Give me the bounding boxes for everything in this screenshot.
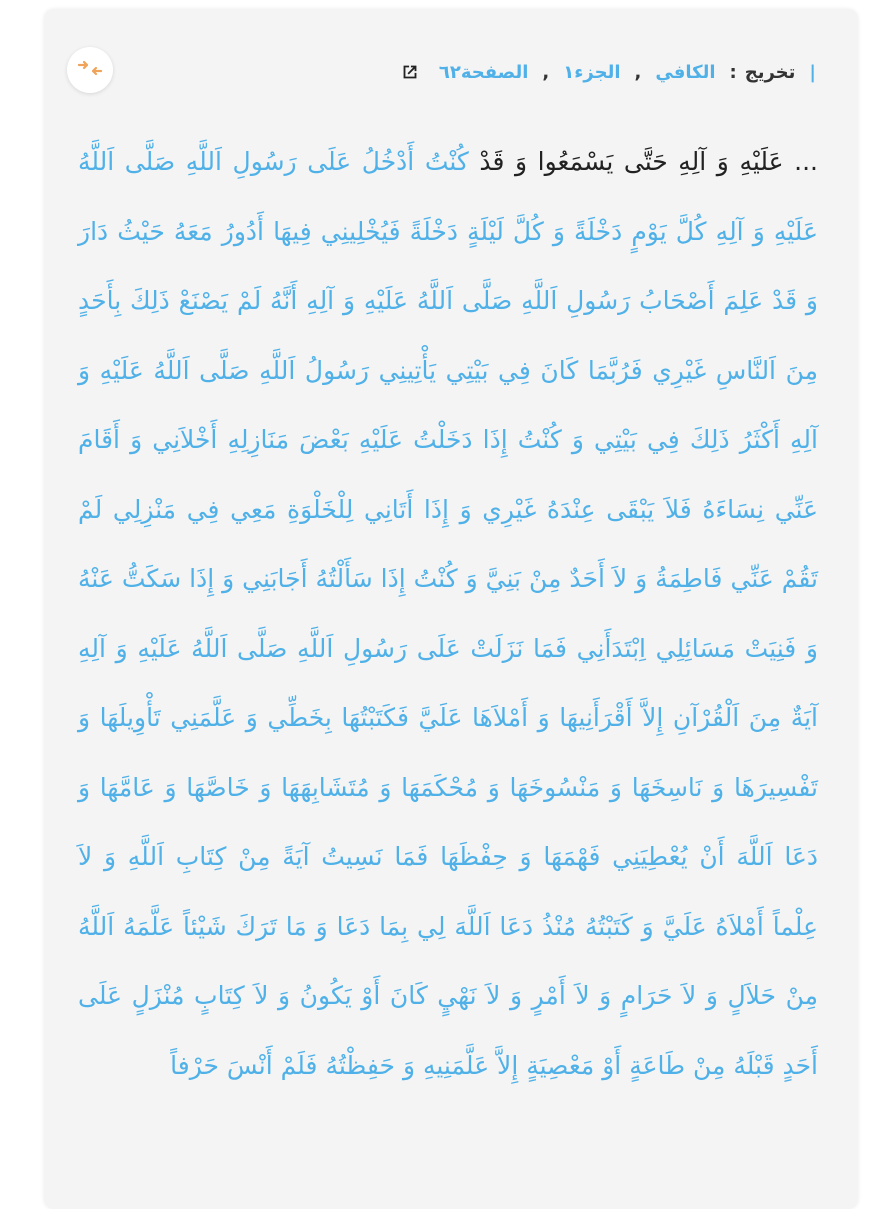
collapse-toggle-button[interactable] <box>67 47 113 93</box>
source-separator-2: , <box>542 61 550 83</box>
source-header <box>44 44 858 104</box>
hadith-card <box>44 9 858 1209</box>
source-prefix-label: تخريج <box>744 61 796 83</box>
hadith-prefix: ... عَلَيْهِ وَ آلِهِ حَتَّى يَسْمَعُوا وَ قَدْ <box>468 147 818 176</box>
source-bar: | <box>809 61 816 83</box>
hadith-body: كُنْتُ أَدْخُلُ عَلَى رَسُولِ اَللَّهِ صَلَّى اَللَّهُ عَلَيْهِ وَ آلِهِ كُلَّ يَوْمٍ دَخْلَةً وَ كُلَّ لَيْلَةٍ دَخْلَةً فَيُخْلِينِي فِيهَا أَدُورُ مَعَهُ حَيْثُ دَارَ وَ قَدْ عَلِمَ أَصْحَابُ رَسُولِ اَللَّهِ صَلَّى اَللَّهُ عَلَيْهِ وَ آلِهِ أَنَّهُ لَمْ يَصْنَعْ ذَلِكَ بِأَحَدٍ مِنَ اَلنَّاسِ غَيْرِي فَرُبَّمَا كَانَ فِي بَيْتِي يَأْتِينِي رَسُولُ اَللَّهِ صَلَّى اَللَّهُ عَلَيْهِ وَ آلِهِ أَكْثَرُ ذَلِكَ فِي بَيْتِي وَ كُنْتُ إِذَا دَخَلْتُ عَلَيْهِ بَعْضَ مَنَازِلِهِ أَخْلاَنِي وَ أَقَامَ عَنِّي نِسَاءَهُ فَلاَ يَبْقَى عِنْدَهُ غَيْرِي وَ إِذَا أَتَانِي لِلْخَلْوَةِ مَعِي فِي مَنْزِلِي لَمْ تَقُمْ عَنِّي فَاطِمَةُ وَ لاَ أَحَدٌ مِنْ بَنِيَّ وَ كُنْتُ إِذَا سَأَلْتُهُ أَجَابَنِي وَ إِذَا سَكَتُّ عَنْهُ وَ فَنِيَتْ مَسَائِلِي اِبْتَدَأَنِي فَمَا نَزَلَتْ عَلَى رَسُولِ اَللَّهِ صَلَّى اَللَّهُ عَلَيْهِ وَ آلِهِ آيَةٌ مِنَ اَلْقُرْآنِ إِلاَّ أَقْرَأَنِيهَا وَ أَمْلاَهَا عَلَيَّ فَكَتَبْتُهَا بِخَطِّي وَ عَلَّمَنِي تَأْوِيلَهَا وَ تَفْسِيرَهَا وَ نَاسِخَهَا وَ مَنْسُوخَهَا وَ مُحْكَمَهَا وَ مُتَشَابِهَهَا وَ خَاصَّهَا وَ عَامَّهَا وَ دَعَا اَللَّهَ أَنْ يُعْطِيَنِي فَهْمَهَا وَ حِفْظَهَا فَمَا نَسِيتُ آيَةً مِنْ كِتَابِ اَللَّهِ وَ لاَ عِلْماً أَمْلاَهُ عَلَيَّ وَ كَتَبْتُهُ مُنْذُ دَعَا اَللَّهَ لِي بِمَا دَعَا وَ مَا تَرَكَ شَيْئاً عَلَّمَهُ اَللَّهُ مِنْ حَلاَلٍ وَ لاَ حَرَامٍ وَ لاَ أَمْرٍ وَ لاَ نَهْيٍ كَانَ أَوْ يَكُونُ وَ لاَ كِتَابٍ مُنْزَلٍ عَلَى أَحَدٍ قَبْلَهُ مِنْ طَاعَةٍ أَوْ مَعْصِيَةٍ إِلاَّ عَلَّمَنِيهِ وَ حَفِظْتُهُ فَلَمْ أَنْسَ حَرْفاً <box>78 147 818 1080</box>
source-reference <box>399 61 816 83</box>
source-colon: : <box>729 61 737 83</box>
arrows-collapse-icon <box>77 58 103 83</box>
external-link-icon[interactable] <box>399 61 421 83</box>
source-book[interactable]: الكافي <box>655 61 716 83</box>
source-page[interactable]: الصفحة٦٢ <box>438 61 529 83</box>
source-volume[interactable]: الجزء١ <box>563 61 621 83</box>
hadith-text <box>78 127 818 1100</box>
source-separator-1: , <box>634 61 642 83</box>
